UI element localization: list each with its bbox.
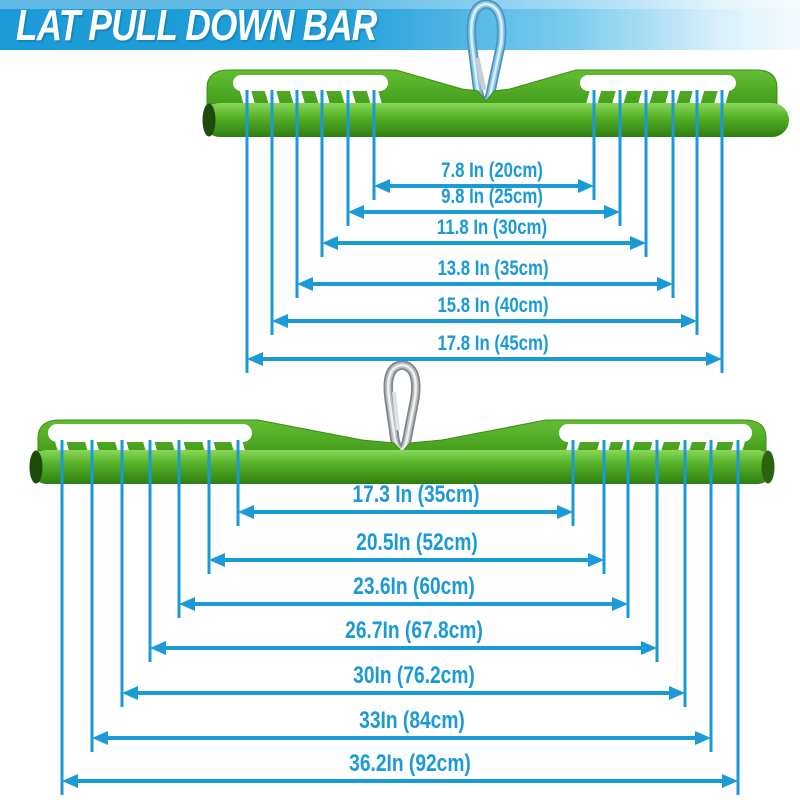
arrowhead-icon [578, 179, 594, 193]
measurement-label: 17.8 In (45cm) [436, 332, 549, 355]
arrowhead-icon [641, 641, 657, 655]
measurement-label: 15.8 In (40cm) [436, 294, 549, 317]
arrowhead-icon [62, 774, 78, 788]
arrowhead-icon [588, 553, 604, 567]
measurement-label: 26.7In (67.8cm) [344, 617, 483, 644]
hook-channel [233, 75, 388, 91]
arrowhead-icon [122, 686, 138, 700]
measurement-label: 23.6In (60cm) [352, 573, 475, 600]
arrowhead-icon [669, 686, 685, 700]
hook-channel [580, 75, 736, 91]
measurement-label: 7.8 In (20cm) [441, 159, 543, 182]
arrowhead-icon [695, 731, 711, 745]
measurement-label: 9.8 In (25cm) [441, 185, 543, 208]
measurement-label: 20.5In (52cm) [355, 529, 478, 556]
measurement-label: 36.2In (92cm) [349, 750, 471, 777]
measurement-annotations [62, 440, 738, 795]
arrowhead-icon [348, 205, 364, 219]
arrowhead-icon [247, 352, 263, 366]
measurement-label: 11.8 In (30cm) [436, 216, 548, 239]
tube-end-cap [762, 451, 775, 484]
arrowhead-icon [179, 597, 195, 611]
measurement-label: 17.3 In (35cm) [352, 481, 479, 508]
arrowhead-icon [630, 236, 646, 250]
arrowhead-icon [297, 277, 313, 291]
arrowhead-icon [238, 505, 254, 519]
measurement-label: 33In (84cm) [358, 707, 465, 734]
grip-tube [30, 450, 774, 484]
arrowhead-icon [322, 236, 338, 250]
measurement-label: 30In (76.2cm) [352, 662, 475, 689]
carabiner-icon [471, 4, 501, 103]
lat-bar-long [30, 420, 775, 484]
carabiner-icon [388, 365, 416, 450]
tube-end-cap [30, 451, 43, 484]
arrowhead-icon [92, 731, 108, 745]
arrowhead-icon [681, 314, 697, 328]
arrowhead-icon [374, 179, 390, 193]
grip-tube [203, 103, 789, 137]
arrowhead-icon [612, 597, 628, 611]
arrowhead-icon [604, 205, 620, 219]
arrowhead-icon [706, 352, 722, 366]
arrowhead-icon [557, 505, 573, 519]
arrowhead-icon [657, 277, 673, 291]
arrowhead-icon [272, 314, 288, 328]
tube-end-cap [203, 104, 216, 137]
arrowhead-icon [722, 774, 738, 788]
arrowhead-icon [209, 553, 225, 567]
measurement-label: 13.8 In (35cm) [437, 257, 549, 280]
page-title: LAT PULL DOWN BAR [16, 1, 377, 50]
arrowhead-icon [150, 641, 166, 655]
